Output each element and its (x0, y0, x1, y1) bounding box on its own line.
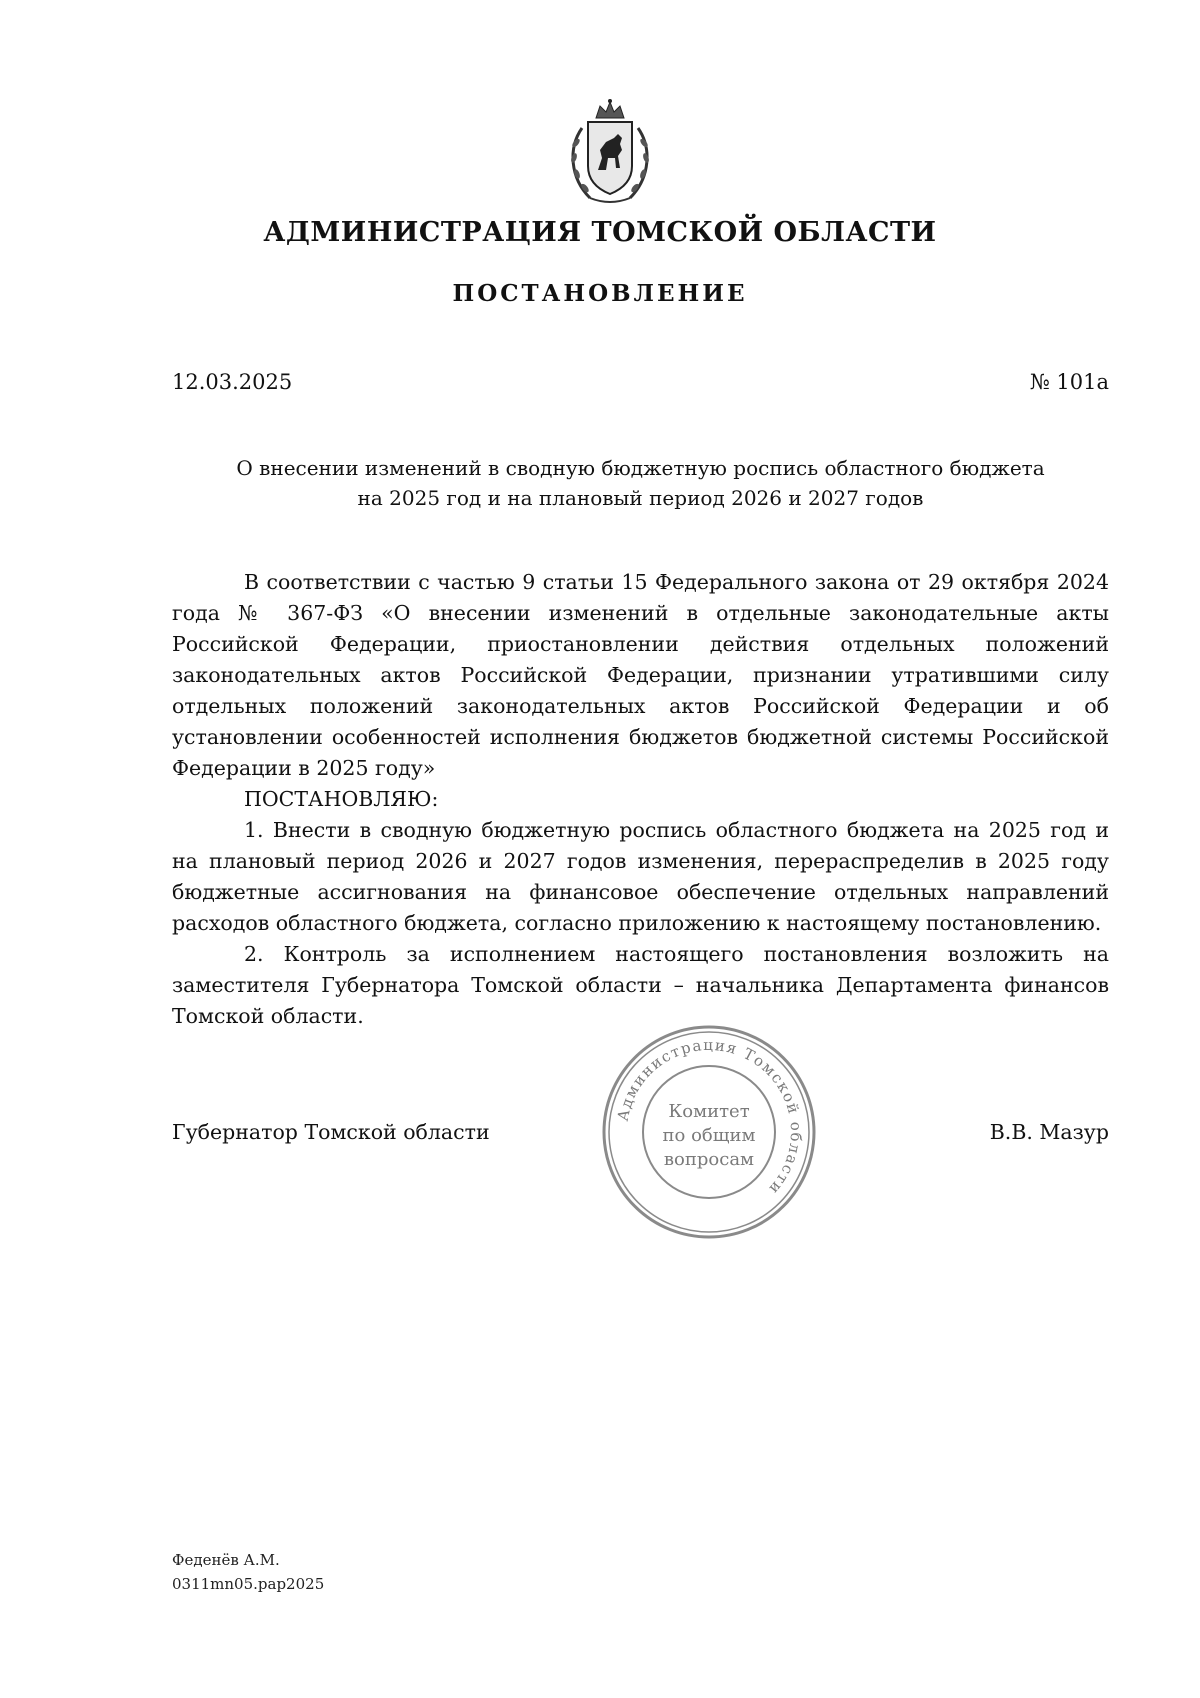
official-stamp (600, 1023, 818, 1241)
file-code: 0311mn05.pap2025 (172, 1575, 325, 1593)
preamble-paragraph: В соответствии с частью 9 статьи 15 Федерального закона от 29 октября 2024 года № 367-ФЗ «О внесении изменений в отдельные законодательные акты Российской Федерации, приостановлении действия отдельных положений законодательных актов Российской Федерации, признании утратившими силу отдельных положений законодательных актов Российской Федерации и об установлении особенностей исполнения бюджетов бюджетной системы Российской Федерации в 2025 году» (172, 570, 1109, 780)
stamp-ring-text: Администрация Томской области (613, 1035, 806, 1199)
signatory-name: В.В. Мазур (989, 1120, 1109, 1144)
stamp-line-2: по общим (662, 1125, 756, 1146)
decree-word: ПОСТАНОВЛЯЮ: (244, 787, 439, 811)
document-date: 12.03.2025 (172, 370, 293, 394)
document-subject (172, 453, 1109, 513)
document-body (172, 567, 1109, 1032)
subject-line-2: на 2025 год и на плановый период 2026 и 2027 годов (357, 486, 924, 510)
item-1-paragraph: 1. Внести в сводную бюджетную роспись областного бюджета на 2025 год и на плановый период 2026 и 2027 годов изменения, перераспределив в 2025 году бюджетные ассигнования на финансовое обеспечение отдельных направлений расходов областного бюджета, согласно приложению к настоящему постановлению. (172, 818, 1109, 935)
stamp-line-3: вопросам (663, 1149, 755, 1170)
signatory-position: Губернатор Томской области (172, 1120, 490, 1144)
document-type: ПОСТАНОВЛЕНИЕ (452, 280, 748, 307)
footer-block (172, 1548, 324, 1596)
document-number: № 101а (1029, 370, 1109, 394)
executor-name: Феденёв А.М. (172, 1551, 280, 1569)
subject-line-1: О внесении изменений в сводную бюджетную роспись областного бюджета (236, 456, 1045, 480)
coat-of-arms-icon (560, 98, 660, 208)
item-2-paragraph: 2. Контроль за исполнением настоящего постановления возложить на заместителя Губернатора Томской области – начальника Департамента финансов Томской области. (172, 942, 1109, 1028)
organization-title: АДМИНИСТРАЦИЯ ТОМСКОЙ ОБЛАСТИ (263, 217, 937, 248)
stamp-line-1: Комитет (668, 1101, 750, 1122)
